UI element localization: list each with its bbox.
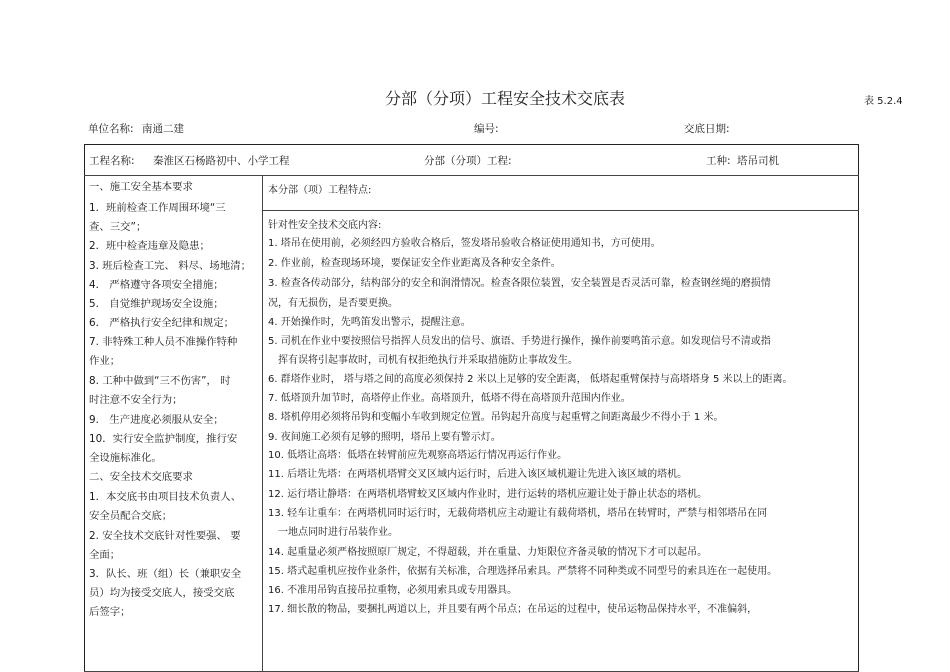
content-line: 16. 不准用吊钩直接吊拉重物，必须用索具或专用器具。 — [268, 585, 518, 596]
content-line: 17. 细长散的物品，要捆扎两道以上，并且要有两个吊点；在吊运的过程中，使吊运物品保持水平，不准偏斜， — [268, 604, 758, 615]
left-line: 6． 严格执行安全纪律和规定； — [89, 317, 234, 329]
content-line: 15. 塔式起重机应按作业条件，依据有关标准，合理选择吊索具。严禁将不同种类或不同型号的索具连在一起使用。 — [268, 566, 778, 577]
content-line: 8. 塔机停用必须将吊钩和变幅小车收到规定位置。吊钩起升高度与起重臂之间距离最少不得小于 1 米。 — [268, 412, 724, 423]
left-line: 一、施工安全基本要求 — [89, 181, 193, 193]
content-heading: 针对性安全技术交底内容: — [268, 220, 382, 231]
left-line: 3．队长、班（组）长（兼职安全 — [89, 568, 242, 580]
left-line: 4． 严格遵守各项安全措施； — [89, 279, 224, 291]
left-line: 全设施标准化。 — [89, 452, 162, 464]
trade-label: 工种: — [706, 155, 731, 167]
left-line: 1．班前检查工作周围环境“三 — [89, 202, 226, 214]
content-line: 11. 后塔让先塔：在两塔机塔臂交叉区域内运行时，后进入该区域机避让先进入该区域的塔机。 — [268, 469, 688, 480]
content-line: 2. 作业前，检查现场环境，要保证安全作业距离及各种安全条件。 — [268, 258, 561, 269]
content-line: 4. 开始操作时，先鸣笛发出警示，提醒注意。 — [268, 317, 471, 328]
left-line: 1．本交底书由项目技术负责人、 — [89, 491, 242, 503]
left-line: 3. 班后检查工完、 料尽、场地清； — [89, 260, 251, 272]
content-line: 5. 司机在作业中要按照信号指挥人员发出的信号、旗语、手势进行操作，操作前要鸣笛示意。如发现信号不清或指 — [268, 336, 771, 347]
content-line: 一地点同时进行吊装作业。 — [278, 527, 398, 538]
left-line: 员）均为接受交底人，接受交底 — [89, 587, 235, 599]
content-line: 6. 群塔作业时， 塔与塔之间的高度必须保持 2 米以上足够的安全距离， 低塔起重臂保持与高塔塔身 5 米以上的距离。 — [268, 374, 793, 385]
unit-name-label: 单位名称: — [88, 123, 134, 135]
features-label: 本分部（项）工程特点: — [268, 185, 372, 196]
left-line: 查、三交”； — [89, 221, 147, 233]
project-name-value: 秦淮区石杨路初中、小学工程 — [153, 155, 290, 167]
project-name-label: 工程名称: — [89, 155, 135, 167]
content-line: 挥有误将引起事故时，司机有权拒绝执行并采取措施防止事故发生。 — [278, 355, 578, 366]
content-line: 7. 低塔顶升加节时，高塔停止作业。高塔顶升，低塔不得在高塔顶升范围内作业。 — [268, 393, 631, 404]
left-line: 时注意不安全行为； — [89, 394, 183, 406]
content-line: 10. 低塔让高塔：低塔在转臂前应先观察高塔运行情况再运行作业。 — [268, 450, 568, 461]
trade-value: 塔吊司机 — [737, 155, 779, 167]
table-number: 表 5.2.4 — [864, 96, 903, 107]
content-line: 14. 起重量必须严格按照原厂规定，不得超载，并在重量、力矩限位齐备灵敏的情况下才可以起吊。 — [268, 547, 708, 558]
left-line: 作业； — [89, 355, 121, 367]
left-line: 10．实行安全监护制度，推行安 — [89, 433, 238, 445]
left-line: 安全员配合交底； — [89, 510, 173, 522]
content-line: 12. 运行塔让静塔：在两塔机塔臂蛟叉区域内作业时，进行运转的塔机应避让处于静止状态的塔机。 — [268, 489, 708, 500]
left-line: 8. 工种中做到“三不伤害”， 时 — [89, 375, 231, 387]
subproject-label: 分部（分项）工程: — [424, 155, 512, 167]
left-line: 二、安全技术交底要求 — [89, 471, 193, 483]
left-line: 2. 安全技术交底针对性要强、 要 — [89, 530, 241, 542]
number-label: 编号: — [474, 123, 499, 135]
content-line: 13. 轻车让重车：在两塔机同时运行时，无载荷塔机应主动避让有载荷塔机，塔吊在转臂时，严禁与相邻塔吊在同 — [268, 508, 768, 519]
column-divider — [262, 175, 263, 672]
features-divider — [262, 210, 859, 211]
left-line: 2．班中检查违章及隐患； — [89, 240, 210, 252]
document-title: 分部（分项）工程安全技术交底表 — [384, 89, 625, 108]
date-label: 交底日期: — [684, 123, 730, 135]
project-row-divider — [84, 175, 859, 176]
left-line: 9． 生产进度必须服从安全； — [89, 414, 224, 426]
content-line: 3. 检查各传动部分，结构部分的安全和润滑情况。检查各限位装置，安全装置是否灵活可靠，检查钢丝绳的磨损情 — [268, 278, 771, 289]
left-line: 后签字； — [89, 606, 131, 618]
unit-name-value: 南通二建 — [142, 123, 184, 135]
content-line: 1. 塔吊在使用前，必须经四方验收合格后，签发塔吊验收合格证使用通知书，方可使用。 — [268, 238, 661, 249]
left-line: 7. 非特殊工种人员不准操作特种 — [89, 336, 238, 348]
left-line: 5． 自觉维护现场安全设施； — [89, 298, 224, 310]
left-line: 全面； — [89, 549, 121, 561]
content-line: 况，有无损伤，是否要更换。 — [268, 298, 398, 309]
content-line: 9. 夜间施工必须有足够的照明，塔吊上要有警示灯。 — [268, 432, 501, 443]
